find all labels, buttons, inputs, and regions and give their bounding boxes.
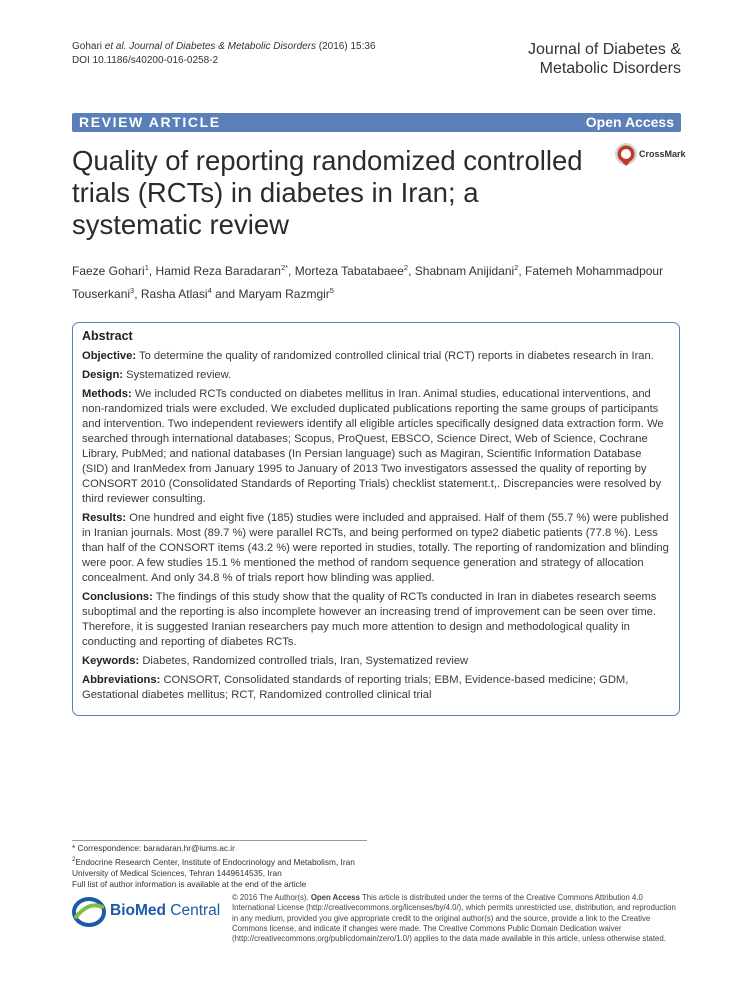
abstract-section-label: Results: — [82, 512, 127, 524]
citation-line — [72, 40, 376, 54]
author-separator: , — [408, 264, 415, 278]
crossmark-button[interactable] — [614, 142, 688, 170]
abstract-section — [82, 590, 670, 650]
author-separator: , — [288, 264, 295, 278]
abstract-section-text: We included RCTs conducted on diabetes mellitus in Iran. Animal studies, educational interventions, and non-randomized trials were excluded. We excluded duplicated publications reporting the same groups of participants and intervention. Two independent reviewers identify all eligible articles specifically designed data extraction form. We searched through international databases; Scopus, ProQuest, EBSCO, Science Direct, Web of Science, Cochrane Library, PubMed; and national databases (In Persian language) such as Magiran, Scientific Information Database (SID) and IranMedex from January 1995 to January of 2013 Two investigators assessed the quality of reporting by CONSORT 2010 (Consolidated Standards of Reporting Trials) checklist statement.t,. Discrepancies were resolved by third reviewer consulting. — [82, 388, 664, 505]
copyright: © 2016 The Author(s). — [232, 893, 311, 902]
abstract-section-text: CONSORT, Consolidated standards of reporting trials; EBM, Evidence-based medicine; GDM, Gestational diabetes mellitus; RCT, Randomized controlled clinical trial — [82, 674, 629, 701]
license-statement — [232, 893, 682, 944]
crossmark-icon — [614, 142, 638, 168]
citation-authors: Gohari — [72, 41, 105, 52]
biomed-central-logo[interactable] — [72, 897, 222, 927]
author-affiliation-sup: 5 — [329, 286, 334, 295]
abstract-heading: Abstract — [82, 329, 133, 343]
author-separator: , — [134, 287, 141, 301]
author-name: Hamid Reza Baradaran — [155, 264, 281, 278]
author-name: Maryam Razmgir — [238, 287, 330, 301]
citation-journal: Journal of Diabetes & Metabolic Disorders — [126, 41, 317, 52]
abstract-section-text: One hundred and eight five (185) studies were included and appraised. Half of them (55.7 %) were published in Iranian journals. Most (89.7 %) were parallel RCTs, and being performed on type2 diabetic patients (77.8 %). Less than half of the CONSORT items (43.2 %) were reported in studies, totally. The reporting of randomization and blinding were poor. A few studies 15.1 % mentioned the method of random sequence generation and strategy of allocation concealment. And only 34.8 % of trials report how blinding was applied. — [82, 512, 669, 584]
author-list — [72, 258, 672, 304]
abstract-section — [82, 673, 670, 703]
article-type-banner — [72, 113, 681, 132]
author-name: Fatemeh Mohammadpour Touserkani — [72, 264, 664, 301]
article-type: REVIEW ARTICLE — [79, 114, 221, 130]
affiliation-line1: Endocrine Research Center, Institute of Endocrinology and Metabolism, Iran — [75, 856, 355, 867]
crossmark-label: CrossMark — [639, 149, 686, 159]
author-affiliation-sup: 1 — [144, 263, 149, 272]
abstract-section-label: Design: — [82, 369, 124, 381]
abstract-section-label: Keywords: — [82, 655, 140, 667]
abstract-section-label: Conclusions: — [82, 591, 153, 603]
author-name: Shabnam Anijidani — [414, 264, 515, 278]
abstract-section — [82, 387, 670, 507]
citation-etal: et al. — [104, 41, 127, 52]
journal-name-line2: Metabolic Disorders — [539, 60, 681, 77]
abstract-box — [72, 322, 680, 716]
affiliation-number: 2 — [72, 856, 76, 863]
biomed-central-icon — [72, 897, 106, 927]
logo-rest: Central — [165, 902, 221, 919]
author-affiliation-sup: 2 — [403, 263, 409, 272]
footnote-divider — [72, 840, 367, 841]
author-affiliation-sup: 3 — [130, 286, 135, 295]
logo-bold: BioMed — [110, 902, 166, 919]
footnotes — [72, 843, 355, 891]
biomed-central-wordmark — [110, 902, 220, 920]
license-text: This article is distributed under the terms of the Creative Commons Attribution 4.0 International License (http://creativecommons.org/licenses/by/4.0/), which permits unrestricted use, distribution, and reproduction in any medium, provided you give appropriate credit to the original author(s) and the source, provide a link to the Creative Commons license, and indicate if changes were made. The Creative Commons Public Domain Dedication waiver (http://creativecommons.org/publicdomain/zero/1.0/) applies to the data made available in this article, unless otherwise stated. — [232, 893, 676, 944]
journal-name — [528, 40, 681, 78]
journal-name-line1: Journal of Diabetes & — [528, 41, 681, 58]
affiliation-line2: University of Medical Sciences, Tehran 1449614535, Iran — [72, 867, 282, 878]
author-affiliation-sup: 2 — [514, 263, 519, 272]
author-affiliation-sup: 4 — [207, 286, 212, 295]
abstract-section — [82, 511, 670, 586]
citation-header — [72, 40, 376, 67]
abstract-section-text: To determine the quality of randomized controlled clinical trial (RCT) reports in diabetes research in Iran. — [139, 350, 654, 362]
abstract-section — [82, 349, 670, 364]
abstract-section-label: Methods: — [82, 388, 132, 400]
license-open-access: Open Access — [310, 893, 360, 902]
author-separator: and — [211, 287, 239, 301]
abstract-section — [82, 654, 670, 669]
author-separator: , — [148, 264, 156, 278]
abstract-section-text: Systematized review. — [126, 369, 232, 381]
affiliation — [72, 855, 355, 868]
author-info-note: Full list of author information is available at the end of the article — [72, 879, 307, 890]
author-affiliation-sup: 2* — [280, 263, 289, 272]
abstract-sections — [82, 349, 670, 703]
abstract-section-label: Abbreviations: — [82, 674, 161, 686]
citation-year-volume: (2016) 15:36 — [316, 41, 376, 52]
abstract-section-text: The findings of this study show that the quality of RCTs conducted in Iran in diabetes research seems suboptimal and the reporting is also incomplete however an increasing trend of improvement can be seen over time. Therefore, it is suggested Iranian researchers pay much more attention to design and methodological quality in conducting and reporting of diabetes RCTs. — [82, 591, 657, 648]
author-name: Faeze Gohari — [72, 264, 145, 278]
author-name: Rasha Atlasi — [140, 287, 208, 301]
abstract-section — [82, 368, 670, 383]
article-title: Quality of reporting randomized controlled trials (RCTs) in diabetes in Iran; a systematic review — [72, 145, 583, 240]
author-name: Morteza Tabatabaee — [294, 264, 404, 278]
doi[interactable]: DOI 10.1186/s40200-016-0258-2 — [72, 54, 219, 66]
abstract-section-text: Diabetes, Randomized controlled trials, Iran, Systematized review — [142, 655, 469, 667]
correspondence: * Correspondence: baradaran.hr@iums.ac.ir — [72, 843, 235, 853]
abstract-section-label: Objective: — [82, 350, 137, 362]
author-separator: , — [518, 264, 526, 278]
open-access-label: Open Access — [585, 114, 674, 130]
